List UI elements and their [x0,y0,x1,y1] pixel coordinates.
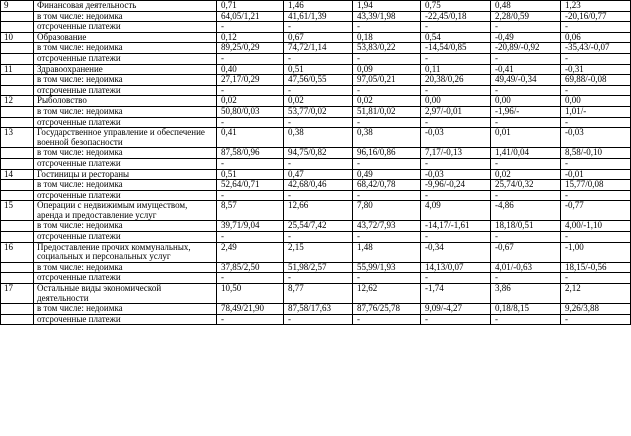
value-cell: -0,03 [421,169,491,180]
row-number-cell: 10 [1,32,34,43]
value-cell: 0,54 [421,32,491,43]
value-cell: 39,71/9,04 [217,221,284,232]
table-row [1,117,631,128]
table-row [1,190,631,201]
value-cell: - [421,53,491,64]
row-number-cell [1,117,34,128]
value-cell: - [217,22,284,33]
value-cell: -22,45/0,18 [421,11,491,22]
value-cell: 43,72/7,93 [353,221,421,232]
value-cell: 0,00 [491,96,561,107]
value-cell: - [284,232,353,243]
value-cell: 15,77/0,08 [561,180,631,191]
value-cell: 10,50 [217,284,284,304]
value-cell: 4,09 [421,201,491,221]
row-number-cell [1,180,34,191]
value-cell: 53,77/0,02 [284,106,353,117]
value-cell: - [421,273,491,284]
value-cell: - [561,117,631,128]
value-cell: - [217,53,284,64]
value-cell: -35,43/-0,07 [561,43,631,54]
value-cell: -9,96/-0,24 [421,180,491,191]
value-cell: -20,89/-0,92 [491,43,561,54]
indicator-name-cell: отсроченные платежи [34,158,217,169]
row-number-cell: 15 [1,201,34,221]
row-number-cell: 14 [1,169,34,180]
table-row [1,314,631,325]
value-cell: -0,34 [421,242,491,262]
row-number-cell [1,53,34,64]
row-number-cell [1,22,34,33]
value-cell: -0,41 [491,64,561,75]
value-cell: 12,66 [284,201,353,221]
value-cell: 8,77 [284,284,353,304]
table-row [1,169,631,180]
row-number-cell [1,273,34,284]
value-cell: 9,26/3,88 [561,304,631,315]
value-cell: 2,15 [284,242,353,262]
value-cell: - [217,158,284,169]
value-cell: 1,94 [353,1,421,12]
value-cell: 68,42/0,78 [353,180,421,191]
indicator-name-cell: отсроченные платежи [34,314,217,325]
value-cell: 25,74/0,32 [491,180,561,191]
indicator-name-cell: Рыболовство [34,96,217,107]
row-number-cell [1,75,34,86]
value-cell: 0,49 [353,169,421,180]
value-cell: 51,98/2,57 [284,262,353,273]
indicator-name-cell: в том числе: недоимка [34,221,217,232]
row-number-cell [1,11,34,22]
value-cell: 0,67 [284,32,353,43]
value-cell: -0,77 [561,201,631,221]
value-cell: 0,11 [421,64,491,75]
indicator-name-cell: Остальные виды экономической деятельности [34,284,217,304]
value-cell: - [217,273,284,284]
value-cell: -0,03 [421,128,491,148]
value-cell: - [421,314,491,325]
indicator-name-cell: Операции с недвижимым имуществом, аренда и предоставление услуг [34,201,217,221]
row-number-cell: 16 [1,242,34,262]
indicator-name-cell: отсроченные платежи [34,273,217,284]
value-cell: 0,09 [353,64,421,75]
value-cell: - [491,85,561,96]
table-row [1,284,631,304]
value-cell: -14,54/0,85 [421,43,491,54]
table-row [1,232,631,243]
indicator-name-cell: отсроченные платежи [34,53,217,64]
value-cell: - [421,190,491,201]
value-cell: - [491,117,561,128]
value-cell: 89,25/0,29 [217,43,284,54]
value-cell: 0,06 [561,32,631,43]
value-cell: 0,71 [217,1,284,12]
indicator-name-cell: в том числе: недоимка [34,148,217,159]
value-cell: 69,88/-0,08 [561,75,631,86]
value-cell: - [284,190,353,201]
row-number-cell [1,304,34,315]
indicator-name-cell: Образование [34,32,217,43]
value-cell: 2,28/0,59 [491,11,561,22]
value-cell: - [491,158,561,169]
value-cell: -1,96/- [491,106,561,117]
value-cell: - [561,190,631,201]
value-cell: - [561,53,631,64]
row-number-cell [1,43,34,54]
value-cell: - [561,85,631,96]
row-number-cell [1,158,34,169]
row-number-cell [1,106,34,117]
value-cell: - [284,273,353,284]
value-cell: - [353,314,421,325]
value-cell: 74,72/1,14 [284,43,353,54]
value-cell: 51,81/0,02 [353,106,421,117]
value-cell: -0,49 [491,32,561,43]
indicator-name-cell: в том числе: недоимка [34,43,217,54]
value-cell: 0,40 [217,64,284,75]
value-cell: 0,01 [491,128,561,148]
value-cell: 0,02 [353,96,421,107]
value-cell: 87,76/25,78 [353,304,421,315]
value-cell: 0,41 [217,128,284,148]
value-cell: - [561,22,631,33]
value-cell: 1,41/0,04 [491,148,561,159]
value-cell: - [353,273,421,284]
table-row [1,242,631,262]
value-cell: 0,75 [421,1,491,12]
value-cell: - [284,314,353,325]
value-cell: - [421,85,491,96]
value-cell: 7,80 [353,201,421,221]
row-number-cell [1,190,34,201]
value-cell: - [421,22,491,33]
table-row [1,64,631,75]
value-cell: 0,51 [284,64,353,75]
value-cell: 0,47 [284,169,353,180]
table-row [1,273,631,284]
indicator-name-cell: в том числе: недоимка [34,180,217,191]
value-cell: - [491,273,561,284]
value-cell: - [561,232,631,243]
value-cell: - [561,273,631,284]
value-cell: - [561,314,631,325]
value-cell: 0,02 [217,96,284,107]
value-cell: 87,58/17,63 [284,304,353,315]
value-cell: 20,38/0,26 [421,75,491,86]
table-row [1,43,631,54]
value-cell: - [284,158,353,169]
value-cell: 78,49/21,90 [217,304,284,315]
value-cell: -0,01 [561,169,631,180]
value-cell: 4,01/-0,63 [491,262,561,273]
indicator-name-cell: в том числе: недоимка [34,106,217,117]
value-cell: - [284,53,353,64]
table-row [1,32,631,43]
value-cell: 2,49 [217,242,284,262]
value-cell: - [284,117,353,128]
value-cell: - [491,53,561,64]
row-number-cell: 12 [1,96,34,107]
value-cell: - [353,22,421,33]
value-cell: - [491,190,561,201]
table-row [1,1,631,12]
value-cell: -0,31 [561,64,631,75]
value-cell: - [353,232,421,243]
value-cell: - [353,117,421,128]
value-cell: 12,62 [353,284,421,304]
value-cell: - [421,158,491,169]
table-row [1,128,631,148]
value-cell: 7,17/-0,13 [421,148,491,159]
value-cell: - [217,232,284,243]
table-row [1,148,631,159]
value-cell: 1,46 [284,1,353,12]
value-cell: 1,48 [353,242,421,262]
value-cell: 42,68/0,46 [284,180,353,191]
indicator-name-cell: в том числе: недоимка [34,262,217,273]
value-cell: 0,18 [353,32,421,43]
indicator-name-cell: в том числе: недоимка [34,75,217,86]
table-row [1,262,631,273]
table-row [1,106,631,117]
value-cell: -0,03 [561,128,631,148]
indicator-name-cell: Здравоохранение [34,64,217,75]
value-cell: 0,00 [561,96,631,107]
table-row [1,85,631,96]
value-cell: 0,51 [217,169,284,180]
value-cell: 52,64/0,71 [217,180,284,191]
table-row [1,180,631,191]
table-row [1,75,631,86]
value-cell: 50,80/0,03 [217,106,284,117]
value-cell: - [561,158,631,169]
value-cell: 2,97/-0,01 [421,106,491,117]
value-cell: 8,58/-0,10 [561,148,631,159]
value-cell: 14,13/0,07 [421,262,491,273]
value-cell: 8,57 [217,201,284,221]
value-cell: 53,83/0,22 [353,43,421,54]
row-number-cell: 9 [1,1,34,12]
value-cell: 27,17/0,29 [217,75,284,86]
table-body [1,1,631,325]
row-number-cell [1,221,34,232]
table-row [1,158,631,169]
value-cell: 9,09/-4,27 [421,304,491,315]
row-number-cell [1,232,34,243]
value-cell: - [353,53,421,64]
indicator-name-cell: в том числе: недоимка [34,11,217,22]
value-cell: 0,38 [284,128,353,148]
table-row [1,201,631,221]
value-cell: 1,01/- [561,106,631,117]
value-cell: - [217,117,284,128]
value-cell: 18,18/0,51 [491,221,561,232]
value-cell: - [217,314,284,325]
value-cell: -1,74 [421,284,491,304]
value-cell: -14,17/-1,61 [421,221,491,232]
value-cell: - [421,232,491,243]
value-cell: - [491,232,561,243]
row-number-cell: 11 [1,64,34,75]
table-row [1,11,631,22]
value-cell: 96,16/0,86 [353,148,421,159]
value-cell: 0,38 [353,128,421,148]
value-cell: 18,15/-0,56 [561,262,631,273]
value-cell: 55,99/1,93 [353,262,421,273]
indicator-name-cell: в том числе: недоимка [34,304,217,315]
value-cell: - [284,85,353,96]
value-cell: 0,00 [421,96,491,107]
value-cell: 43,39/1,98 [353,11,421,22]
table-row [1,221,631,232]
indicator-name-cell: Гостиницы и рестораны [34,169,217,180]
table-row [1,304,631,315]
value-cell: - [353,85,421,96]
table-row [1,22,631,33]
value-cell: 94,75/0,82 [284,148,353,159]
indicator-name-cell: Финансовая деятельность [34,1,217,12]
value-cell: - [353,158,421,169]
value-cell: 47,56/0,55 [284,75,353,86]
value-cell: 1,23 [561,1,631,12]
value-cell: - [421,117,491,128]
value-cell: 64,05/1,21 [217,11,284,22]
row-number-cell: 13 [1,128,34,148]
row-number-cell [1,148,34,159]
value-cell: 87,58/0,96 [217,148,284,159]
value-cell: -1,00 [561,242,631,262]
indicator-name-cell: отсроченные платежи [34,190,217,201]
row-number-cell: 17 [1,284,34,304]
value-cell: - [217,190,284,201]
row-number-cell [1,314,34,325]
value-cell: 0,48 [491,1,561,12]
indicator-name-cell: отсроченные платежи [34,22,217,33]
indicator-name-cell: отсроченные платежи [34,85,217,96]
value-cell: - [284,22,353,33]
indicator-name-cell: Предоставление прочих коммунальных, социальных и персональных услуг [34,242,217,262]
value-cell: 49,49/-0,34 [491,75,561,86]
value-cell: 97,05/0,21 [353,75,421,86]
value-cell: 2,12 [561,284,631,304]
value-cell: 41,61/1,39 [284,11,353,22]
value-cell: 25,54/7,42 [284,221,353,232]
value-cell: - [491,314,561,325]
value-cell: - [491,22,561,33]
value-cell: - [353,190,421,201]
indicator-name-cell: Государственное управление и обеспечение военной безопасности [34,128,217,148]
row-number-cell [1,262,34,273]
indicator-name-cell: отсроченные платежи [34,232,217,243]
value-cell: 0,02 [491,169,561,180]
table-row [1,96,631,107]
value-cell: 37,85/2,50 [217,262,284,273]
value-cell: - [217,85,284,96]
table-row [1,53,631,64]
value-cell: 4,00/-1,10 [561,221,631,232]
value-cell: -20,16/0,77 [561,11,631,22]
value-cell: -0,67 [491,242,561,262]
value-cell: -4,86 [491,201,561,221]
value-cell: 0,02 [284,96,353,107]
indicator-name-cell: отсроченные платежи [34,117,217,128]
value-cell: 3,86 [491,284,561,304]
value-cell: 0,12 [217,32,284,43]
row-number-cell [1,85,34,96]
value-cell: 0,18/8,15 [491,304,561,315]
